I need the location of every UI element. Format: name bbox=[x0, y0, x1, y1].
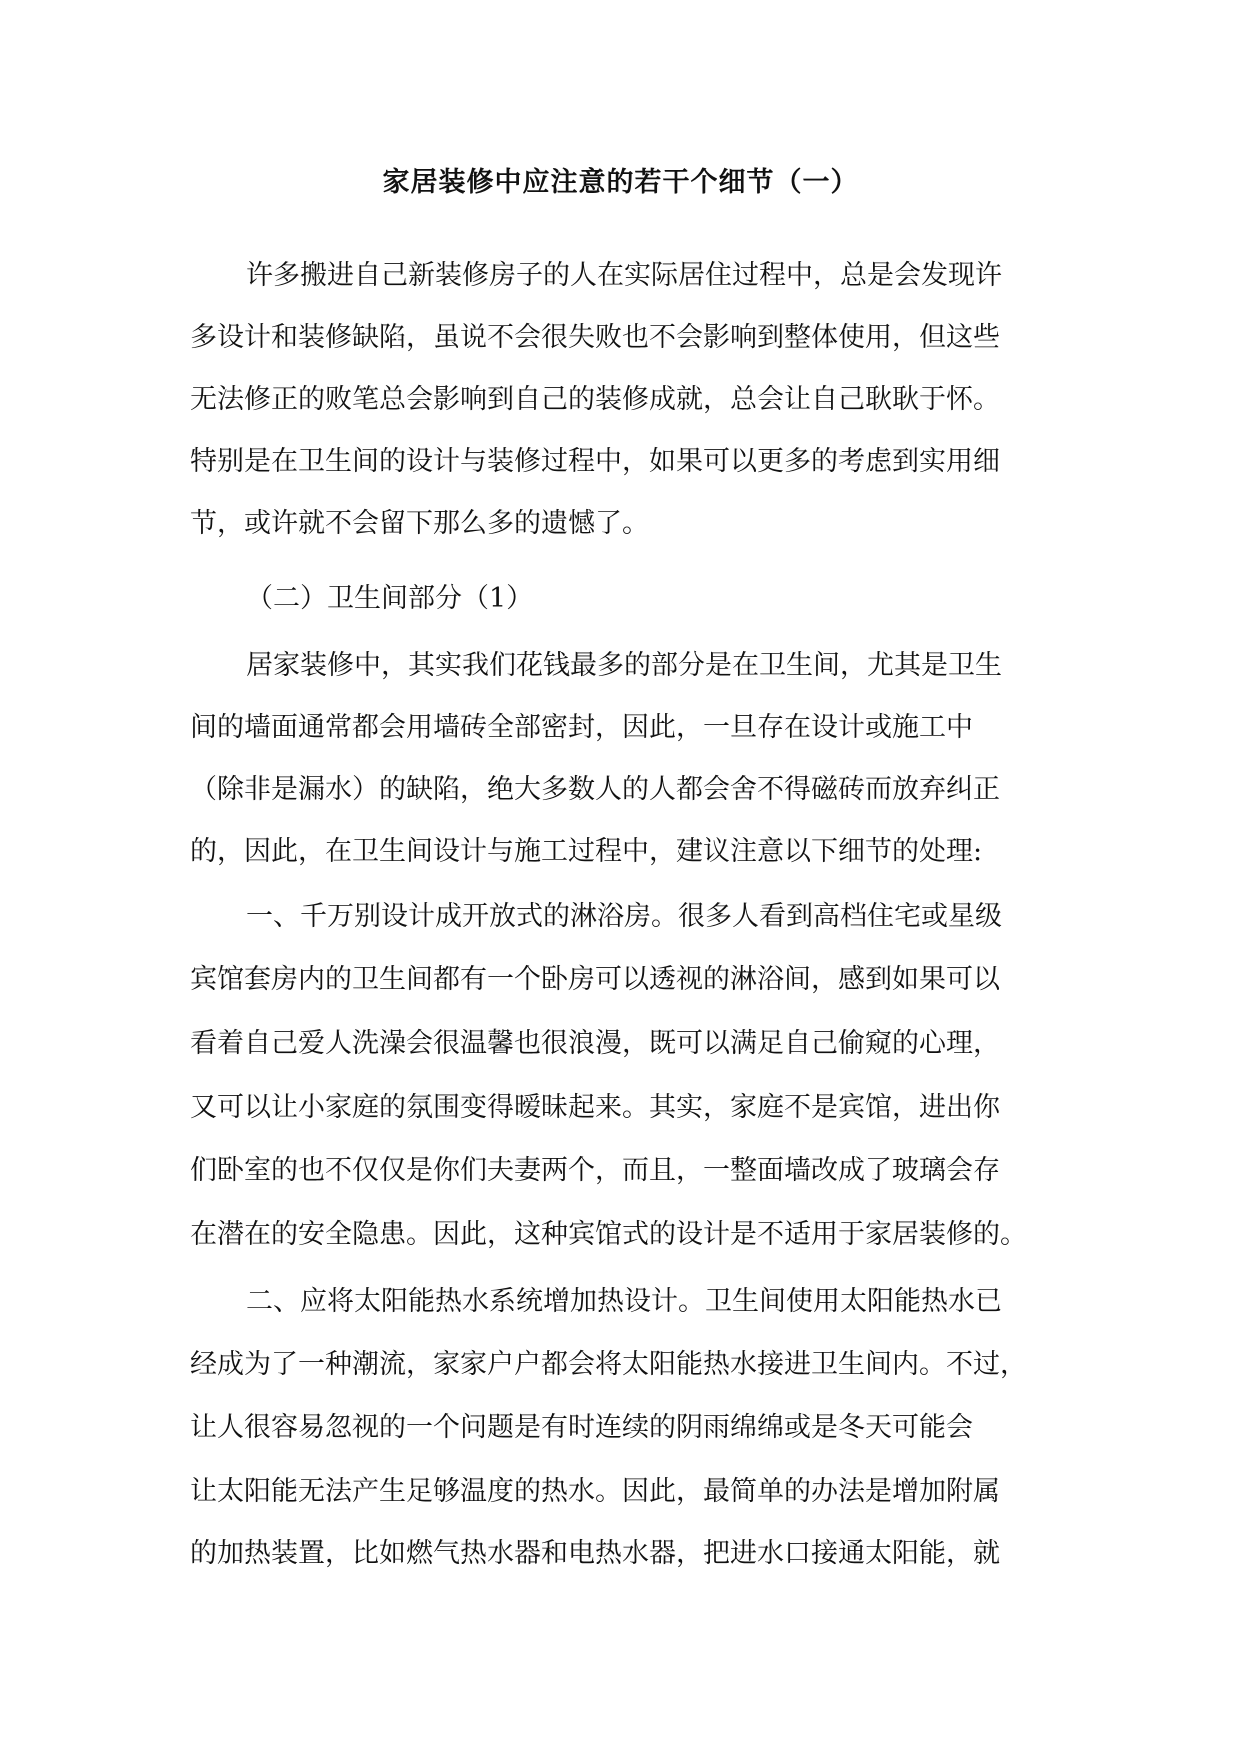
paragraph-line: 的加热装置，比如燃气热水器和电热水器，把进水口接通太阳能，就 bbox=[190, 1538, 1000, 1569]
paragraph-line: 间的墙面通常都会用墙砖全部密封，因此，一旦存在设计或施工中 bbox=[190, 712, 973, 743]
paragraph-line: 让太阳能无法产生足够温度的热水。因此，最简单的办法是增加附属 bbox=[190, 1476, 1000, 1507]
paragraph-line: 节，或许就不会留下那么多的遗憾了。 bbox=[190, 508, 649, 539]
paragraph-line: 看着自己爱人洗澡会很温馨也很浪漫，既可以满足自己偷窥的心理， bbox=[190, 1028, 1000, 1059]
paragraph-line: 二、应将太阳能热水系统增加热设计。卫生间使用太阳能热水已 bbox=[246, 1286, 1002, 1317]
paragraph-line: 无法修正的败笔总会影响到自己的装修成就，总会让自己耿耿于怀。 bbox=[190, 384, 1000, 415]
paragraph-line: 特别是在卫生间的设计与装修过程中，如果可以更多的考虑到实用细 bbox=[190, 446, 1000, 477]
paragraph-line: 又可以让小家庭的氛围变得暧昧起来。其实，家庭不是宾馆，进出你 bbox=[190, 1092, 1000, 1123]
paragraph-line: 让人很容易忽视的一个问题是有时连续的阴雨绵绵或是冬天可能会 bbox=[190, 1412, 973, 1443]
section-heading: （二）卫生间部分（1） bbox=[246, 583, 534, 614]
paragraph-line: 的，因此，在卫生间设计与施工过程中，建议注意以下细节的处理: bbox=[190, 836, 983, 867]
paragraph-line: 许多搬进自己新装修房子的人在实际居住过程中，总是会发现许 bbox=[246, 260, 1002, 291]
paragraph-line: 在潜在的安全隐患。因此，这种宾馆式的设计是不适用于家居装修的。 bbox=[190, 1219, 1027, 1250]
paragraph-line: 经成为了一种潮流，家家户户都会将太阳能热水接进卫生间内。不过， bbox=[190, 1349, 1027, 1380]
paragraph-line: 多设计和装修缺陷，虽说不会很失败也不会影响到整体使用，但这些 bbox=[190, 322, 1000, 353]
document-title: 家居装修中应注意的若干个细节（一） bbox=[382, 167, 859, 198]
paragraph-line: 居家装修中，其实我们花钱最多的部分是在卫生间，尤其是卫生 bbox=[246, 650, 1002, 681]
paragraph-line: （除非是漏水）的缺陷，绝大多数人的人都会舍不得磁砖而放弃纠正 bbox=[190, 774, 1000, 805]
paragraph-line: 们卧室的也不仅仅是你们夫妻两个，而且，一整面墙改成了玻璃会存 bbox=[190, 1155, 1000, 1186]
paragraph-line: 宾馆套房内的卫生间都有一个卧房可以透视的淋浴间，感到如果可以 bbox=[190, 964, 1000, 995]
paragraph-line: 一、千万别设计成开放式的淋浴房。很多人看到高档住宅或星级 bbox=[246, 901, 1002, 932]
